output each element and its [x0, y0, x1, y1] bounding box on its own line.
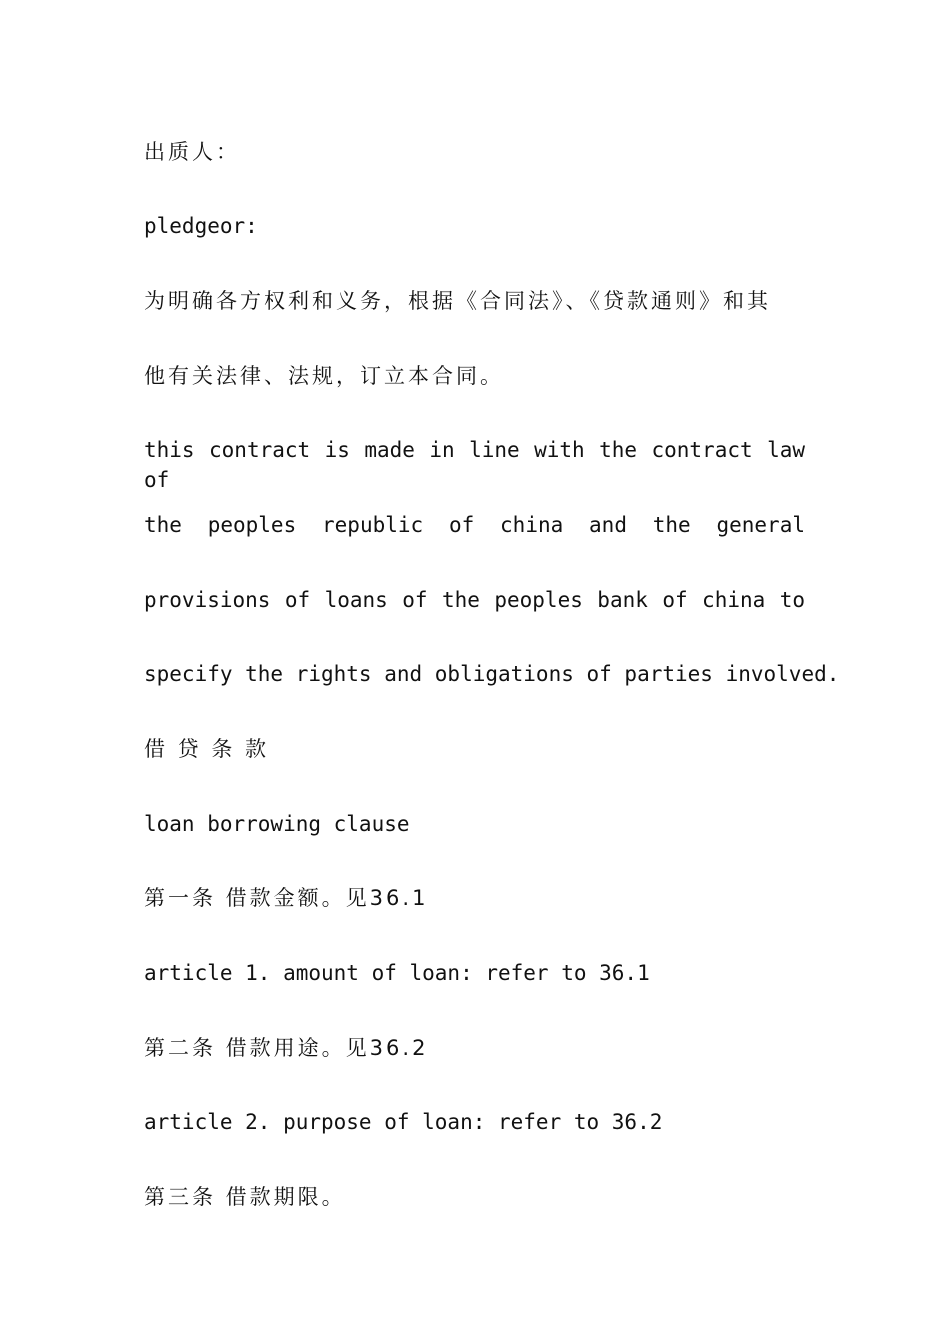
- section-heading-en: loan borrowing clause: [144, 812, 410, 836]
- article-2-cn: 第二条 借款用途。见36.2: [144, 1036, 429, 1060]
- article-1-en: article 1. amount of loan: refer to 36.1: [144, 961, 650, 985]
- article-2-en: article 2. purpose of loan: refer to 36.2: [144, 1110, 663, 1134]
- purpose-cn-line-1: 为明确各方权利和义务，根据《合同法》、《贷款通则》和其: [144, 289, 771, 313]
- purpose-cn-line-2: 他有关法律、法规，订立本合同。: [144, 364, 504, 388]
- purpose-en-line-3: provisions of loans of the peoples bank of china to: [144, 588, 805, 612]
- section-heading-cn: 借 贷 条 款: [144, 737, 270, 761]
- purpose-en-line-4: specify the rights and obligations of parties involved.: [144, 662, 840, 686]
- purpose-en-line-2: the peoples republic of china and the general: [144, 513, 805, 537]
- article-1-cn: 第一条 借款金额。见36.1: [144, 886, 429, 910]
- purpose-en-line-1: this contract is made in line with the contract law of: [144, 438, 805, 492]
- pledgeor-label-en: pledgeor:: [144, 214, 258, 238]
- article-3-cn: 第三条 借款期限。: [144, 1185, 346, 1209]
- pledgeor-label-cn: 出质人：: [144, 140, 240, 164]
